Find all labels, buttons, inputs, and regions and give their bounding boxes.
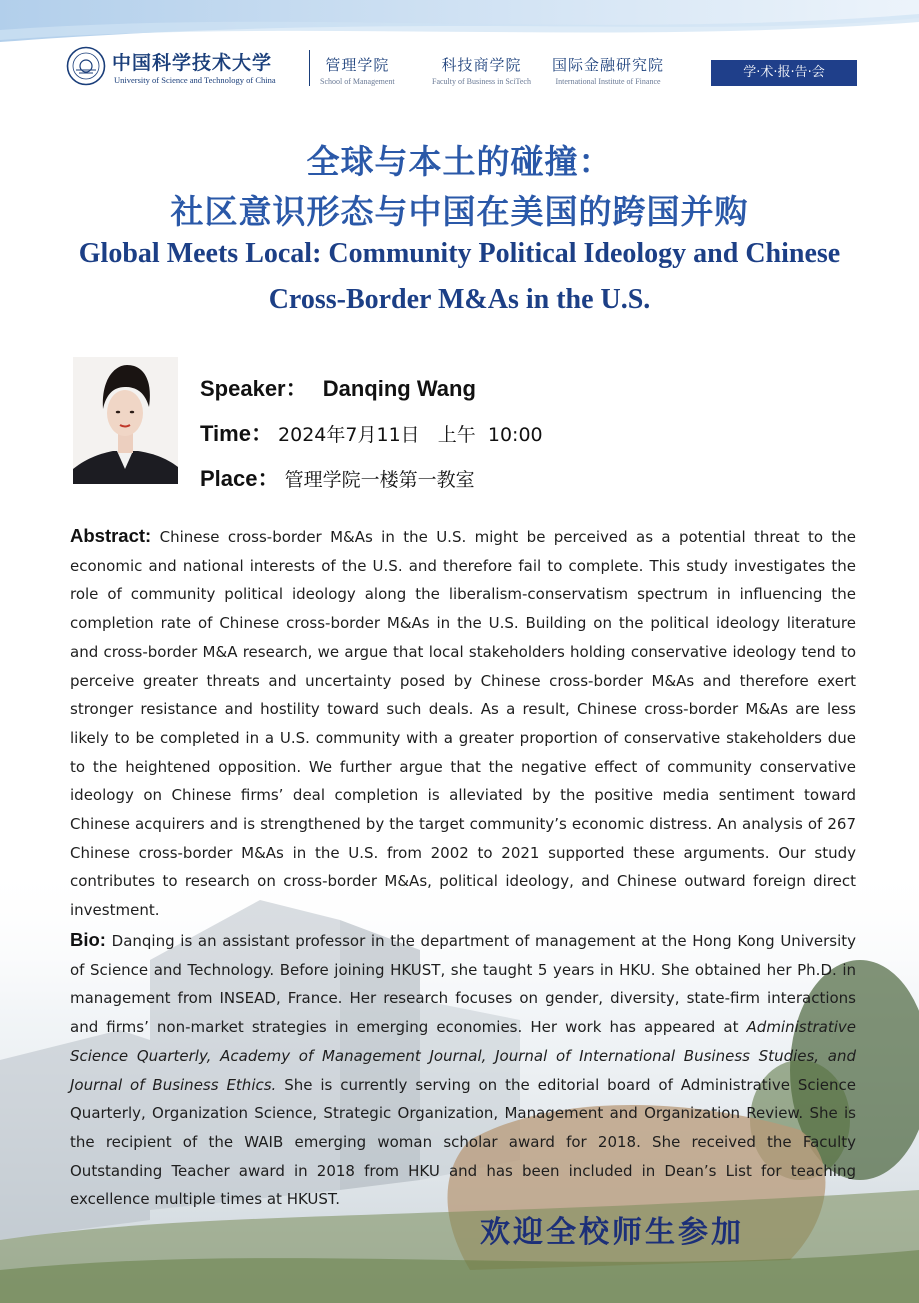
bio-paragraph bbox=[70, 926, 856, 1214]
university-seal-icon bbox=[66, 46, 106, 86]
org-name-cn: 国际金融研究院 bbox=[552, 56, 665, 74]
university-name-en: University of Science and Technology of China bbox=[114, 75, 276, 85]
org-international-institute-finance bbox=[552, 54, 664, 86]
title-cn-line1: 全球与本土的碰撞： bbox=[306, 142, 613, 181]
place-label: Place： bbox=[200, 466, 280, 491]
title-cn-line2: 社区意识形态与中国在美国的跨国并购 bbox=[170, 192, 749, 231]
university-name-cn: 中国科学技术大学 bbox=[112, 52, 273, 74]
org-name-cn: 科技商学院 bbox=[441, 56, 522, 74]
title-en-line1: Global Meets Local: Community Political Ideology and Chinese bbox=[78, 238, 841, 269]
abstract-paragraph bbox=[70, 522, 856, 925]
time-label: Time： bbox=[200, 421, 273, 446]
time-line bbox=[200, 417, 543, 448]
bio-text-part1: Danqing is an assistant professor in the department of management at the Hong Kong University of Science and Technology. Before joining HKUST, she taught 5 years in HKU. She obtained her Ph.D. in management from INSEAD, France. Her research focuses on gender, diversity, state-firm interactions and firms’ non-market strategies in emerging economies. Her work has appeared at bbox=[70, 932, 856, 1037]
org-name-cn: 管理学院 bbox=[325, 56, 390, 74]
header-divider bbox=[309, 50, 310, 86]
bio-text-part2: She is currently serving on the editorial board of Administrative Science Quarterly, Organization Science, Strategic Organization, Management and Organization Review. She is the recipient of the WAIB emerging woman scholar award for 2018. She received the Faculty Outstanding Teacher award in 2018 from HKU and has been included in Dean’s List for teaching excellence multiple times at HKUST. bbox=[70, 1075, 856, 1209]
speaker-label: Speaker： bbox=[200, 376, 308, 401]
bio-journals: Administrative Science Quarterly, Academy of Management Journal, Journal of International Business Studies, and Journal of Business Ethics. bbox=[70, 1018, 856, 1094]
header bbox=[66, 44, 858, 92]
place-line bbox=[200, 462, 475, 493]
speaker-line bbox=[200, 372, 476, 403]
time-value: 2024年7月11日 上午 10:00 bbox=[278, 424, 543, 446]
org-faculty-business-scitech bbox=[432, 54, 531, 86]
org-name-en: School of Management bbox=[320, 77, 395, 86]
abstract-text: Chinese cross-border M&As in the U.S. might be perceived as a potential threat to the economic and national interests of the U.S. and therefore fail to complete. This study investigates the role of community political ideology along the liberalism-conservatism spectrum in influencing the completion rate of Chinese cross-border M&As in the U.S. Building on the political ideology literature and cross-border M&A research, we argue that local stakeholders holding conservative ideology tend to perceive greater threats and uncertainty posed by Chinese cross-border M&As and therefore exert stronger resistance and hostility toward such deals. As a result, Chinese cross-border M&As are less likely to be completed in a U.S. community with a greater proportion of conservative stakeholders due to the heightened opposition. We further argue that the negative effect of community conservative ideology on Chinese firms’ deal completion is alleviated by the positive media sentiment toward Chinese acquirers and is strengthened by the target community’s economic distress. An analysis of 267 Chinese cross-border M&As in the U.S. from 2002 to 2021 supported these arguments. Our study contributes to research on cross-border M&As, political ideology, and Chinese outward foreign direct investment. bbox=[70, 528, 856, 920]
academic-lecture-badge: 学·术·报·告·会 bbox=[711, 60, 857, 86]
speaker-name: Danqing Wang bbox=[322, 376, 476, 401]
speaker-portrait-image bbox=[73, 357, 178, 484]
org-name-en: International Institute of Finance bbox=[555, 77, 661, 86]
title-en-line2: Cross-Border M&As in the U.S. bbox=[268, 284, 651, 315]
place-value: 管理学院一楼第一教室 bbox=[284, 469, 475, 491]
speaker-photo bbox=[73, 357, 178, 484]
bio-label: Bio: bbox=[70, 929, 106, 950]
abstract-label: Abstract: bbox=[70, 525, 152, 546]
org-name-en: Faculty of Business in SciTech bbox=[432, 77, 531, 86]
welcome-message: 欢迎全校师生参加 bbox=[480, 1215, 744, 1250]
org-school-of-management bbox=[320, 54, 395, 86]
